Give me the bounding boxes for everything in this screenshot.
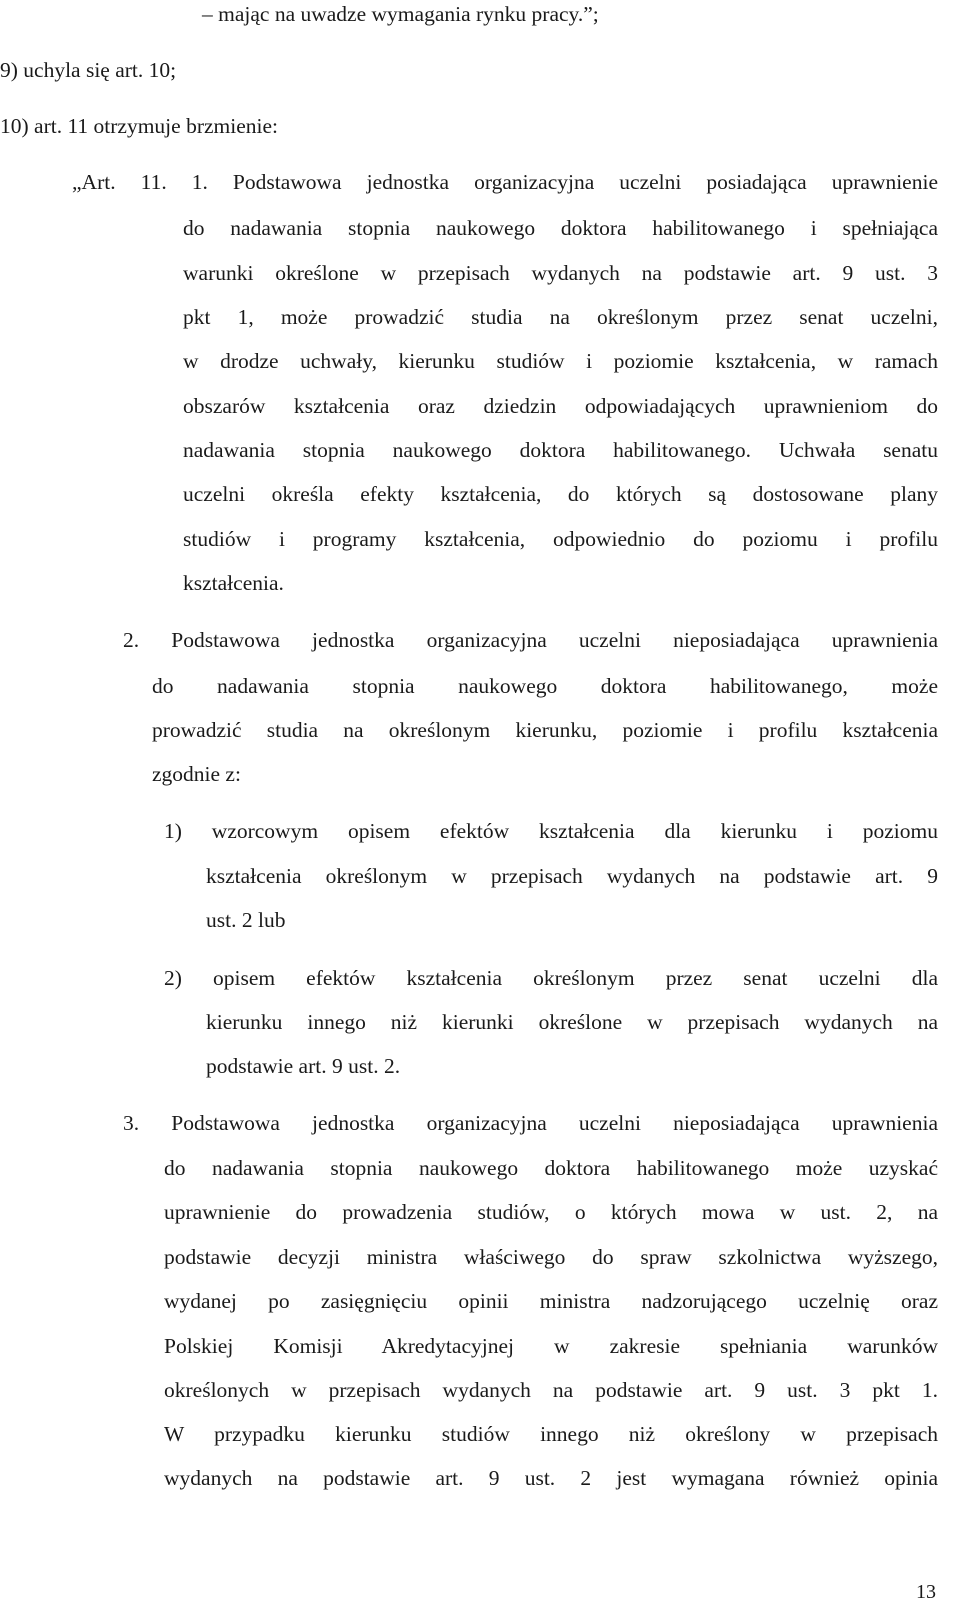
text-line: „Art. 11. 1. Podstawowa jednostka organizacyjna uczelni posiadająca uprawnienie [72, 172, 938, 194]
text-line: uprawnienie do prowadzenia studiów, o których mowa w ust. 2, na [164, 1202, 938, 1224]
text-line: obszarów kształcenia oraz dziedzin odpowiadających uprawnieniom do [183, 396, 938, 418]
text-line: 1) wzorcowym opisem efektów kształcenia dla kierunku i poziomu [164, 821, 938, 843]
text-line: kierunku innego niż kierunki określone w przepisach wydanych na [206, 1012, 938, 1034]
text-line: podstawie decyzji ministra właściwego do spraw szkolnictwa wyższego, [164, 1247, 938, 1269]
text-line: nadawania stopnia naukowego doktora habilitowanego. Uchwała senatu [183, 440, 938, 462]
page-number: 13 [916, 1581, 936, 1603]
text-line: zgodnie z: [152, 762, 241, 786]
text-line: w drodze uchwały, kierunku studiów i poziomie kształcenia, w ramach [183, 351, 938, 373]
text-line: Polskiej Komisji Akredytacyjnej w zakresie spełniania warunków [164, 1336, 938, 1358]
item-9: 9) uchyla się art. 10; [0, 58, 177, 82]
text-line: do nadawania stopnia naukowego doktora habilitowanego, może [152, 676, 938, 698]
text-line: studiów i programy kształcenia, odpowiednio do poziomu i profilu [183, 529, 938, 551]
text-line: warunki określone w przepisach wydanych na podstawie art. 9 ust. 3 [183, 263, 938, 285]
text-line: prowadzić studia na określonym kierunku, poziomie i profilu kształcenia [152, 720, 938, 742]
text-line: 2) opisem efektów kształcenia określonym przez senat uczelni dla [164, 968, 938, 990]
text-line: kształcenia. [183, 571, 284, 595]
text-line: wydanej po zasięgnięciu opinii ministra nadzorującego uczelnię oraz [164, 1291, 938, 1313]
text-line: pkt 1, może prowadzić studia na określonym przez senat uczelni, [183, 307, 938, 329]
text-line: ust. 2 lub [206, 908, 286, 932]
text-line: określonych w przepisach wydanych na podstawie art. 9 ust. 3 pkt 1. [164, 1380, 938, 1402]
text-line: do nadawania stopnia naukowego doktora habilitowanego może uzyskać [164, 1158, 938, 1180]
text-line: 2. Podstawowa jednostka organizacyjna uczelni nieposiadająca uprawnienia [123, 630, 938, 652]
text-line: kształcenia określonym w przepisach wydanych na podstawie art. 9 [206, 866, 938, 888]
text-line: do nadawania stopnia naukowego doktora habilitowanego i spełniająca [183, 218, 938, 240]
text-line: uczelni określa efekty kształcenia, do których są dostosowane plany [183, 484, 938, 506]
text-line: wydanych na podstawie art. 9 ust. 2 jest wymagana również opinia [164, 1468, 938, 1490]
text-line: podstawie art. 9 ust. 2. [206, 1054, 401, 1078]
text-line-top: – mając na uwadze wymagania rynku pracy.”; [202, 2, 599, 26]
text-line: 3. Podstawowa jednostka organizacyjna uczelni nieposiadająca uprawnienia [123, 1113, 938, 1135]
item-10: 10) art. 11 otrzymuje brzmienie: [0, 114, 279, 138]
text-line: W przypadku kierunku studiów innego niż określony w przepisach [164, 1424, 938, 1446]
